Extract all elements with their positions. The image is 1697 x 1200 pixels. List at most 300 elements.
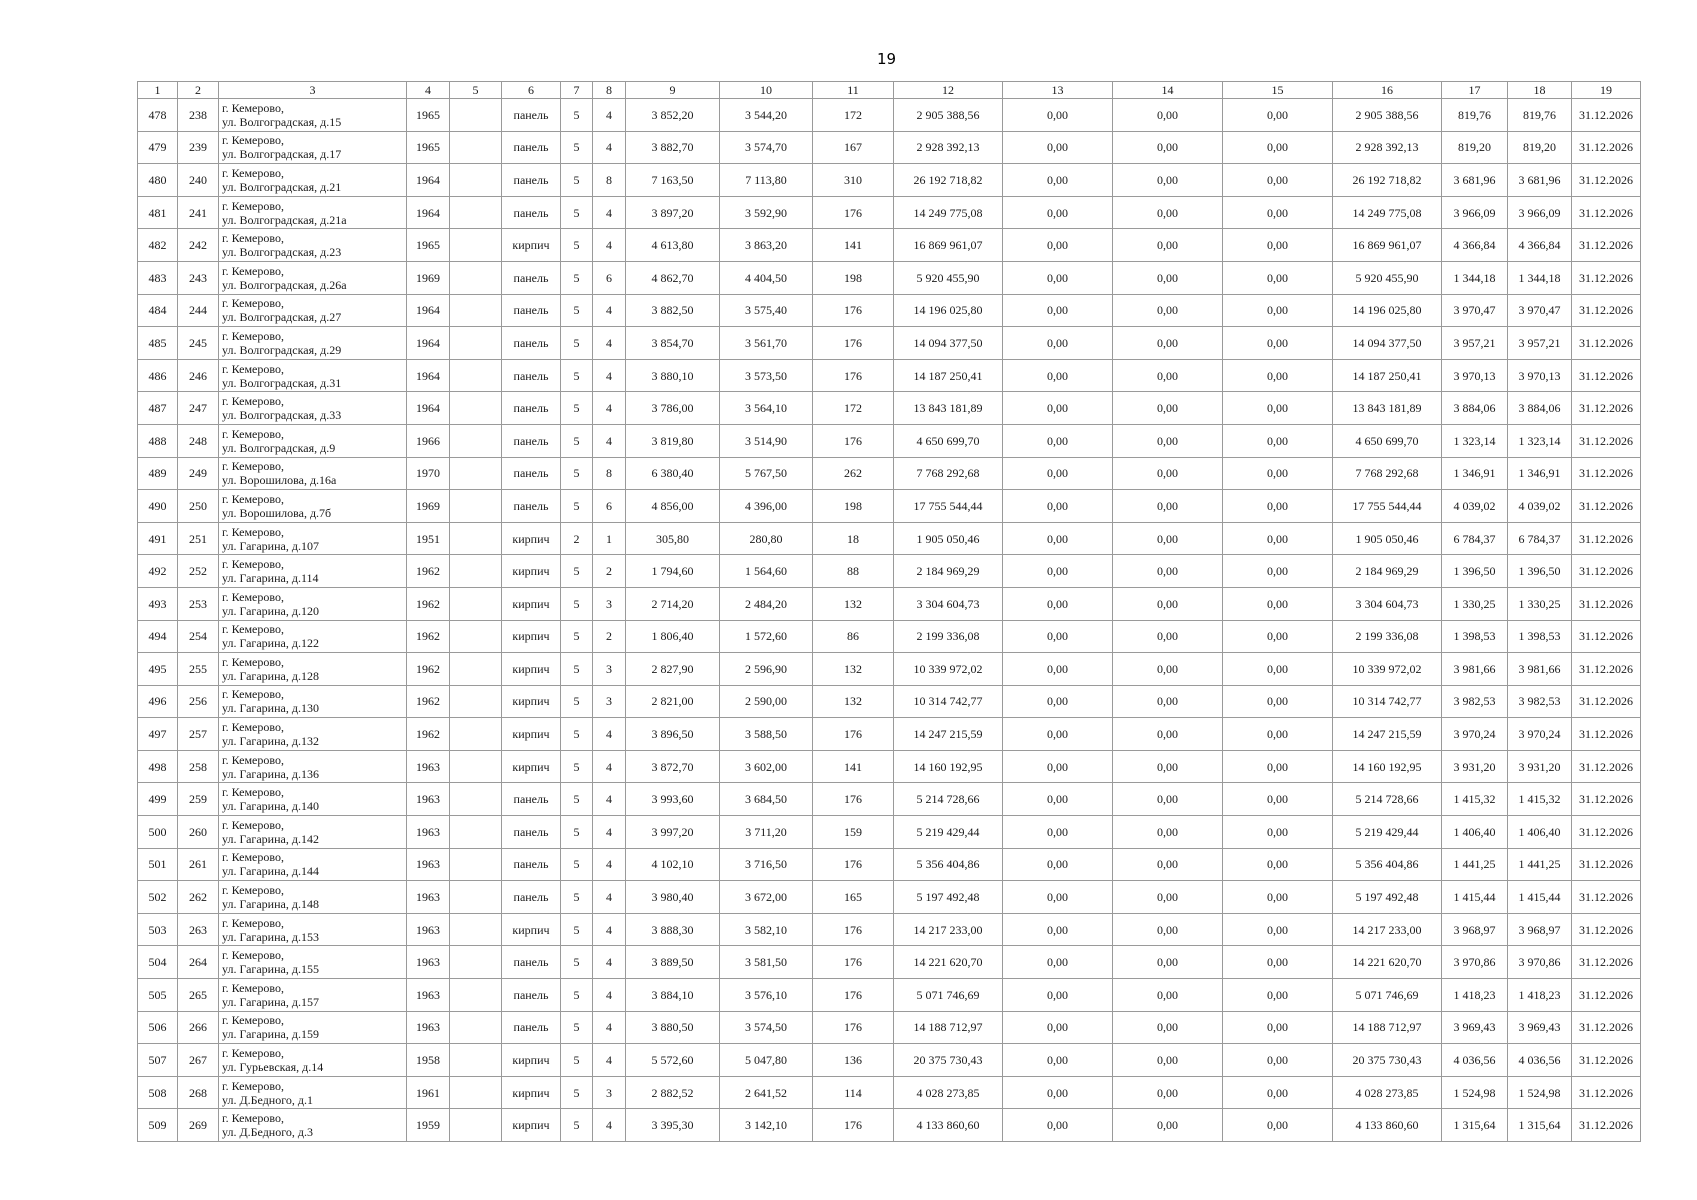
cell-col-7: 5 — [561, 848, 593, 881]
cell-col-12: 2 928 392,13 — [894, 131, 1003, 164]
cell-col-10: 3 574,50 — [720, 1011, 813, 1044]
cell-col-9: 3 872,70 — [626, 750, 720, 783]
cell-col-5 — [450, 881, 502, 914]
cell-col-19: 31.12.2026 — [1572, 457, 1641, 490]
cell-col-2: 251 — [178, 522, 219, 555]
cell-col-13: 0,00 — [1003, 783, 1113, 816]
table-row — [138, 587, 1641, 620]
cell-col-13: 0,00 — [1003, 881, 1113, 914]
table-row — [138, 555, 1641, 588]
cell-col-18: 819,76 — [1508, 99, 1572, 132]
cell-col-8: 3 — [593, 653, 626, 686]
cell-col-14: 0,00 — [1113, 490, 1223, 523]
address-city: г. Кемерово, — [222, 459, 284, 474]
cell-col-14: 0,00 — [1113, 327, 1223, 360]
cell-col-2: 239 — [178, 131, 219, 164]
cell-col-6: панель — [502, 392, 561, 425]
cell-col-19: 31.12.2026 — [1572, 131, 1641, 164]
cell-col-2: 265 — [178, 979, 219, 1012]
cell-col-5 — [450, 979, 502, 1012]
cell-col-2: 245 — [178, 327, 219, 360]
cell-col-6: кирпич — [502, 718, 561, 751]
cell-col-7: 5 — [561, 327, 593, 360]
cell-col-14: 0,00 — [1113, 913, 1223, 946]
cell-col-1: 504 — [138, 946, 178, 979]
address-cell — [219, 783, 407, 816]
address-city: г. Кемерово, — [222, 752, 284, 767]
column-header-14: 14 — [1113, 82, 1223, 99]
cell-col-19: 31.12.2026 — [1572, 555, 1641, 588]
address-cell — [219, 848, 407, 881]
table-row — [138, 718, 1641, 751]
cell-col-17: 1 418,23 — [1442, 979, 1508, 1012]
cell-col-8: 1 — [593, 522, 626, 555]
cell-col-8: 4 — [593, 229, 626, 262]
cell-col-6: кирпич — [502, 685, 561, 718]
cell-col-17: 3 982,53 — [1442, 685, 1508, 718]
cell-col-1: 507 — [138, 1044, 178, 1077]
cell-col-5 — [450, 392, 502, 425]
cell-col-11: 132 — [813, 653, 894, 686]
cell-col-14: 0,00 — [1113, 555, 1223, 588]
cell-col-5 — [450, 1109, 502, 1142]
cell-col-6: кирпич — [502, 229, 561, 262]
cell-col-10: 3 711,20 — [720, 816, 813, 849]
cell-col-4: 1964 — [407, 359, 450, 392]
cell-col-1: 484 — [138, 294, 178, 327]
address-cell — [219, 359, 407, 392]
cell-col-19: 31.12.2026 — [1572, 848, 1641, 881]
cell-col-9: 305,80 — [626, 522, 720, 555]
cell-col-1: 488 — [138, 424, 178, 457]
table-row — [138, 522, 1641, 555]
cell-col-2: 240 — [178, 164, 219, 197]
address-cell — [219, 327, 407, 360]
table-row — [138, 1044, 1641, 1077]
cell-col-16: 14 247 215,59 — [1333, 718, 1442, 751]
address-cell — [219, 653, 407, 686]
table-row — [138, 913, 1641, 946]
cell-col-12: 16 869 961,07 — [894, 229, 1003, 262]
address-street: ул. Волгоградская, д.21 — [222, 179, 342, 194]
cell-col-6: кирпич — [502, 522, 561, 555]
cell-col-6: панель — [502, 196, 561, 229]
cell-col-15: 0,00 — [1223, 392, 1333, 425]
table-row — [138, 750, 1641, 783]
cell-col-19: 31.12.2026 — [1572, 783, 1641, 816]
cell-col-5 — [450, 783, 502, 816]
address-street: ул. Гагарина, д.140 — [222, 799, 319, 814]
table-row — [138, 1076, 1641, 1109]
cell-col-10: 5 047,80 — [720, 1044, 813, 1077]
cell-col-13: 0,00 — [1003, 229, 1113, 262]
cell-col-16: 5 219 429,44 — [1333, 816, 1442, 849]
cell-col-12: 14 196 025,80 — [894, 294, 1003, 327]
address-city: г. Кемерово, — [222, 980, 284, 995]
cell-col-19: 31.12.2026 — [1572, 229, 1641, 262]
cell-col-1: 490 — [138, 490, 178, 523]
cell-col-15: 0,00 — [1223, 1011, 1333, 1044]
cell-col-14: 0,00 — [1113, 816, 1223, 849]
cell-col-1: 478 — [138, 99, 178, 132]
cell-col-5 — [450, 750, 502, 783]
address-cell — [219, 99, 407, 132]
cell-col-16: 2 928 392,13 — [1333, 131, 1442, 164]
cell-col-14: 0,00 — [1113, 1109, 1223, 1142]
address-city: г. Кемерово, — [222, 622, 284, 637]
table-row — [138, 359, 1641, 392]
cell-col-1: 506 — [138, 1011, 178, 1044]
cell-col-9: 4 862,70 — [626, 261, 720, 294]
address-street: ул. Гагарина, д.120 — [222, 603, 319, 618]
cell-col-4: 1963 — [407, 783, 450, 816]
cell-col-11: 176 — [813, 718, 894, 751]
cell-col-9: 3 882,50 — [626, 294, 720, 327]
cell-col-7: 5 — [561, 587, 593, 620]
cell-col-15: 0,00 — [1223, 718, 1333, 751]
cell-col-12: 14 247 215,59 — [894, 718, 1003, 751]
cell-col-4: 1962 — [407, 653, 450, 686]
cell-col-2: 269 — [178, 1109, 219, 1142]
cell-col-17: 3 970,24 — [1442, 718, 1508, 751]
cell-col-19: 31.12.2026 — [1572, 294, 1641, 327]
cell-col-13: 0,00 — [1003, 816, 1113, 849]
table-row — [138, 620, 1641, 653]
cell-col-18: 1 398,53 — [1508, 620, 1572, 653]
cell-col-19: 31.12.2026 — [1572, 685, 1641, 718]
cell-col-12: 5 071 746,69 — [894, 979, 1003, 1012]
cell-col-19: 31.12.2026 — [1572, 359, 1641, 392]
cell-col-17: 1 406,40 — [1442, 816, 1508, 849]
address-street: ул. Гагарина, д.159 — [222, 1027, 319, 1042]
cell-col-6: панель — [502, 457, 561, 490]
column-header-1: 1 — [138, 82, 178, 99]
cell-col-2: 256 — [178, 685, 219, 718]
cell-col-19: 31.12.2026 — [1572, 164, 1641, 197]
cell-col-19: 31.12.2026 — [1572, 718, 1641, 751]
address-cell — [219, 587, 407, 620]
cell-col-7: 2 — [561, 522, 593, 555]
cell-col-8: 4 — [593, 881, 626, 914]
cell-col-14: 0,00 — [1113, 718, 1223, 751]
cell-col-4: 1964 — [407, 164, 450, 197]
cell-col-19: 31.12.2026 — [1572, 816, 1641, 849]
cell-col-4: 1965 — [407, 229, 450, 262]
cell-col-16: 5 197 492,48 — [1333, 881, 1442, 914]
cell-col-1: 489 — [138, 457, 178, 490]
cell-col-4: 1962 — [407, 718, 450, 751]
cell-col-9: 2 821,00 — [626, 685, 720, 718]
cell-col-6: панель — [502, 359, 561, 392]
address-street: ул. Гагарина, д.155 — [222, 962, 319, 977]
address-cell — [219, 1076, 407, 1109]
address-city: г. Кемерово, — [222, 296, 284, 311]
cell-col-13: 0,00 — [1003, 718, 1113, 751]
address-street: ул. Гагарина, д.114 — [222, 571, 319, 586]
cell-col-9: 2 714,20 — [626, 587, 720, 620]
cell-col-12: 2 905 388,56 — [894, 99, 1003, 132]
cell-col-13: 0,00 — [1003, 196, 1113, 229]
cell-col-6: панель — [502, 946, 561, 979]
cell-col-9: 3 880,10 — [626, 359, 720, 392]
cell-col-15: 0,00 — [1223, 261, 1333, 294]
cell-col-7: 5 — [561, 229, 593, 262]
cell-col-14: 0,00 — [1113, 164, 1223, 197]
cell-col-15: 0,00 — [1223, 881, 1333, 914]
address-city: г. Кемерово, — [222, 165, 284, 180]
cell-col-15: 0,00 — [1223, 946, 1333, 979]
address-city: г. Кемерово, — [222, 915, 284, 930]
cell-col-19: 31.12.2026 — [1572, 1044, 1641, 1077]
cell-col-18: 1 396,50 — [1508, 555, 1572, 588]
cell-col-5 — [450, 359, 502, 392]
cell-col-5 — [450, 294, 502, 327]
cell-col-16: 5 214 728,66 — [1333, 783, 1442, 816]
cell-col-15: 0,00 — [1223, 196, 1333, 229]
cell-col-14: 0,00 — [1113, 294, 1223, 327]
cell-col-14: 0,00 — [1113, 848, 1223, 881]
address-cell — [219, 131, 407, 164]
address-cell — [219, 522, 407, 555]
cell-col-15: 0,00 — [1223, 1109, 1333, 1142]
cell-col-14: 0,00 — [1113, 522, 1223, 555]
cell-col-11: 159 — [813, 816, 894, 849]
cell-col-7: 5 — [561, 1076, 593, 1109]
cell-col-18: 3 884,06 — [1508, 392, 1572, 425]
cell-col-9: 4 102,10 — [626, 848, 720, 881]
cell-col-12: 5 356 404,86 — [894, 848, 1003, 881]
cell-col-4: 1969 — [407, 490, 450, 523]
cell-col-7: 5 — [561, 685, 593, 718]
cell-col-15: 0,00 — [1223, 294, 1333, 327]
cell-col-1: 494 — [138, 620, 178, 653]
cell-col-8: 4 — [593, 1011, 626, 1044]
cell-col-16: 10 339 972,02 — [1333, 653, 1442, 686]
cell-col-10: 3 672,00 — [720, 881, 813, 914]
cell-col-9: 3 395,30 — [626, 1109, 720, 1142]
cell-col-2: 244 — [178, 294, 219, 327]
cell-col-11: 88 — [813, 555, 894, 588]
cell-col-16: 14 221 620,70 — [1333, 946, 1442, 979]
cell-col-19: 31.12.2026 — [1572, 327, 1641, 360]
cell-col-18: 1 323,14 — [1508, 424, 1572, 457]
cell-col-8: 4 — [593, 946, 626, 979]
cell-col-9: 3 854,70 — [626, 327, 720, 360]
cell-col-2: 261 — [178, 848, 219, 881]
address-cell — [219, 1011, 407, 1044]
address-city: г. Кемерово, — [222, 491, 284, 506]
table-row — [138, 196, 1641, 229]
cell-col-17: 3 884,06 — [1442, 392, 1508, 425]
cell-col-5 — [450, 587, 502, 620]
cell-col-6: панель — [502, 490, 561, 523]
cell-col-16: 2 184 969,29 — [1333, 555, 1442, 588]
address-cell — [219, 620, 407, 653]
cell-col-4: 1964 — [407, 392, 450, 425]
table-row — [138, 816, 1641, 849]
cell-col-16: 16 869 961,07 — [1333, 229, 1442, 262]
cell-col-12: 5 219 429,44 — [894, 816, 1003, 849]
cell-col-18: 1 415,32 — [1508, 783, 1572, 816]
cell-col-15: 0,00 — [1223, 848, 1333, 881]
cell-col-5 — [450, 946, 502, 979]
cell-col-4: 1969 — [407, 261, 450, 294]
cell-col-5 — [450, 816, 502, 849]
cell-col-18: 1 524,98 — [1508, 1076, 1572, 1109]
cell-col-12: 20 375 730,43 — [894, 1044, 1003, 1077]
cell-col-5 — [450, 555, 502, 588]
cell-col-2: 263 — [178, 913, 219, 946]
cell-col-10: 5 767,50 — [720, 457, 813, 490]
address-street: ул. Волгоградская, д.15 — [222, 114, 342, 129]
cell-col-12: 10 314 742,77 — [894, 685, 1003, 718]
address-city: г. Кемерово, — [222, 948, 284, 963]
cell-col-11: 176 — [813, 327, 894, 360]
cell-col-19: 31.12.2026 — [1572, 881, 1641, 914]
cell-col-14: 0,00 — [1113, 424, 1223, 457]
cell-col-9: 3 889,50 — [626, 946, 720, 979]
cell-col-8: 4 — [593, 294, 626, 327]
cell-col-7: 5 — [561, 913, 593, 946]
address-street: ул. Волгоградская, д.23 — [222, 245, 342, 260]
cell-col-10: 3 582,10 — [720, 913, 813, 946]
cell-col-17: 1 346,91 — [1442, 457, 1508, 490]
cell-col-4: 1963 — [407, 881, 450, 914]
cell-col-2: 266 — [178, 1011, 219, 1044]
cell-col-11: 176 — [813, 1109, 894, 1142]
cell-col-18: 4 366,84 — [1508, 229, 1572, 262]
cell-col-5 — [450, 261, 502, 294]
cell-col-12: 4 133 860,60 — [894, 1109, 1003, 1142]
cell-col-2: 242 — [178, 229, 219, 262]
cell-col-2: 262 — [178, 881, 219, 914]
cell-col-13: 0,00 — [1003, 522, 1113, 555]
column-header-15: 15 — [1223, 82, 1333, 99]
cell-col-4: 1961 — [407, 1076, 450, 1109]
cell-col-18: 3 931,20 — [1508, 750, 1572, 783]
address-street: ул. Гагарина, д.107 — [222, 538, 319, 553]
cell-col-16: 20 375 730,43 — [1333, 1044, 1442, 1077]
cell-col-16: 14 160 192,95 — [1333, 750, 1442, 783]
cell-col-11: 132 — [813, 587, 894, 620]
cell-col-7: 5 — [561, 131, 593, 164]
cell-col-4: 1964 — [407, 294, 450, 327]
cell-col-9: 3 997,20 — [626, 816, 720, 849]
cell-col-6: кирпич — [502, 1109, 561, 1142]
address-city: г. Кемерово, — [222, 328, 284, 343]
cell-col-17: 3 970,13 — [1442, 359, 1508, 392]
cell-col-12: 14 188 712,97 — [894, 1011, 1003, 1044]
cell-col-10: 3 863,20 — [720, 229, 813, 262]
cell-col-17: 1 415,44 — [1442, 881, 1508, 914]
address-city: г. Кемерово, — [222, 231, 284, 246]
address-cell — [219, 881, 407, 914]
address-street: ул. Волгоградская, д.21а — [222, 212, 347, 227]
cell-col-7: 5 — [561, 261, 593, 294]
cell-col-1: 499 — [138, 783, 178, 816]
cell-col-4: 1965 — [407, 131, 450, 164]
cell-col-18: 3 970,13 — [1508, 359, 1572, 392]
cell-col-10: 3 574,70 — [720, 131, 813, 164]
address-cell — [219, 946, 407, 979]
cell-col-8: 4 — [593, 327, 626, 360]
cell-col-13: 0,00 — [1003, 359, 1113, 392]
cell-col-6: панель — [502, 131, 561, 164]
cell-col-12: 26 192 718,82 — [894, 164, 1003, 197]
cell-col-14: 0,00 — [1113, 979, 1223, 1012]
cell-col-11: 176 — [813, 783, 894, 816]
cell-col-9: 4 856,00 — [626, 490, 720, 523]
cell-col-15: 0,00 — [1223, 1044, 1333, 1077]
cell-col-11: 165 — [813, 881, 894, 914]
cell-col-13: 0,00 — [1003, 457, 1113, 490]
cell-col-8: 2 — [593, 620, 626, 653]
cell-col-4: 1963 — [407, 1011, 450, 1044]
cell-col-17: 1 398,53 — [1442, 620, 1508, 653]
cell-col-16: 5 920 455,90 — [1333, 261, 1442, 294]
cell-col-2: 250 — [178, 490, 219, 523]
address-city: г. Кемерово, — [222, 394, 284, 409]
cell-col-15: 0,00 — [1223, 653, 1333, 686]
cell-col-8: 4 — [593, 1044, 626, 1077]
cell-col-18: 1 330,25 — [1508, 587, 1572, 620]
cell-col-14: 0,00 — [1113, 587, 1223, 620]
address-street: ул. Гагарина, д.148 — [222, 897, 319, 912]
cell-col-13: 0,00 — [1003, 1044, 1113, 1077]
cell-col-16: 14 094 377,50 — [1333, 327, 1442, 360]
address-street: ул. Гурьевская, д.14 — [222, 1060, 324, 1075]
cell-col-15: 0,00 — [1223, 555, 1333, 588]
cell-col-11: 176 — [813, 946, 894, 979]
address-street: ул. Гагарина, д.153 — [222, 929, 319, 944]
address-cell — [219, 229, 407, 262]
cell-col-19: 31.12.2026 — [1572, 1011, 1641, 1044]
cell-col-8: 4 — [593, 783, 626, 816]
cell-col-14: 0,00 — [1113, 685, 1223, 718]
cell-col-16: 1 905 050,46 — [1333, 522, 1442, 555]
address-cell — [219, 913, 407, 946]
cell-col-11: 176 — [813, 913, 894, 946]
cell-col-17: 6 784,37 — [1442, 522, 1508, 555]
address-city: г. Кемерово, — [222, 263, 284, 278]
cell-col-5 — [450, 424, 502, 457]
cell-col-2: 264 — [178, 946, 219, 979]
cell-col-7: 5 — [561, 783, 593, 816]
cell-col-15: 0,00 — [1223, 620, 1333, 653]
cell-col-14: 0,00 — [1113, 229, 1223, 262]
cell-col-17: 3 981,66 — [1442, 653, 1508, 686]
cell-col-6: панель — [502, 424, 561, 457]
cell-col-6: панель — [502, 979, 561, 1012]
cell-col-19: 31.12.2026 — [1572, 424, 1641, 457]
cell-col-16: 4 028 273,85 — [1333, 1076, 1442, 1109]
cell-col-14: 0,00 — [1113, 783, 1223, 816]
cell-col-9: 2 827,90 — [626, 653, 720, 686]
cell-col-4: 1963 — [407, 979, 450, 1012]
column-header-5: 5 — [450, 82, 502, 99]
cell-col-14: 0,00 — [1113, 131, 1223, 164]
cell-col-12: 2 199 336,08 — [894, 620, 1003, 653]
cell-col-8: 4 — [593, 718, 626, 751]
cell-col-14: 0,00 — [1113, 1011, 1223, 1044]
address-city: г. Кемерово, — [222, 850, 284, 865]
cell-col-1: 497 — [138, 718, 178, 751]
table-row — [138, 131, 1641, 164]
cell-col-1: 502 — [138, 881, 178, 914]
address-street: ул. Волгоградская, д.31 — [222, 375, 342, 390]
cell-col-13: 0,00 — [1003, 1011, 1113, 1044]
cell-col-14: 0,00 — [1113, 457, 1223, 490]
